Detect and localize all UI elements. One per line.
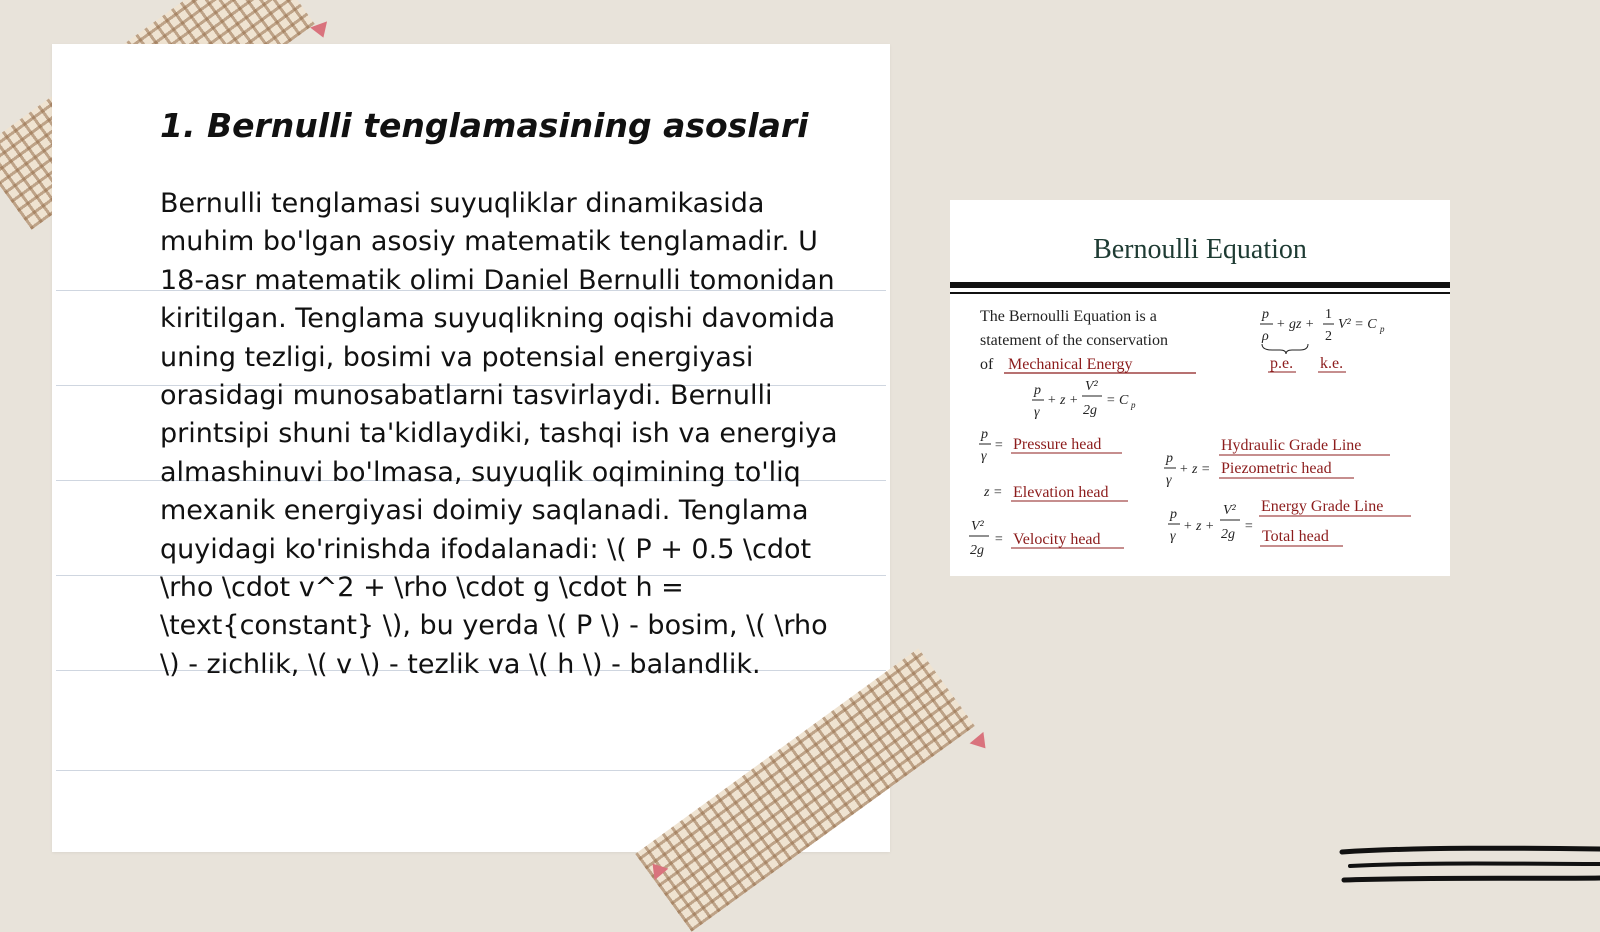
bernoulli-equation-figure [950, 200, 1450, 576]
svg-text:2g: 2g [1083, 403, 1097, 418]
figure-intro-line: of [980, 356, 994, 373]
svg-text:ρ: ρ [1262, 329, 1269, 344]
figure-title: Bernoulli Equation [1093, 234, 1307, 265]
svg-text:2: 2 [1325, 329, 1332, 344]
total-head-fraction [1168, 503, 1253, 544]
pe-brace [1262, 344, 1308, 354]
svg-text:γ: γ [1166, 473, 1172, 488]
svg-text:V²: V² [971, 519, 984, 534]
figure-intro-line: statement of the conservation [980, 332, 1168, 349]
total-head-label: Total head [1262, 528, 1329, 545]
svg-text:+ z +: + z + [1183, 519, 1215, 534]
figure-title-rule-thin [950, 292, 1450, 294]
svg-text:=: = [1244, 519, 1254, 534]
figure-intro-line: The Bernoulli Equation is a [980, 308, 1157, 325]
elevation-head-label: Elevation head [1013, 484, 1109, 501]
decorative-brush-lines [1338, 844, 1600, 890]
svg-text:V²: V² [1085, 379, 1098, 394]
bernoulli-equation [1260, 307, 1385, 344]
pressure-head-label: Pressure head [1013, 436, 1102, 453]
svg-text:γ: γ [981, 449, 987, 464]
svg-text:p: p [1034, 383, 1041, 398]
svg-text:γ: γ [1034, 405, 1040, 420]
energy-grade-line-label: Energy Grade Line [1261, 498, 1384, 515]
head-equation [1032, 379, 1136, 420]
svg-text:p: p [1166, 451, 1173, 466]
elevation-head-symbol: z = [984, 485, 1003, 500]
svg-text:p: p [981, 427, 988, 442]
pe-label: p.e. [1270, 355, 1294, 372]
ke-label: k.e. [1320, 355, 1344, 372]
tape-tip-mark [970, 732, 993, 754]
figure-title-rule [950, 282, 1450, 288]
hydraulic-grade-line-label: Hydraulic Grade Line [1221, 437, 1362, 454]
svg-text:+ z +: + z + [1047, 393, 1079, 408]
svg-text:=: = [994, 438, 1004, 453]
svg-text:+ z =: + z = [1179, 462, 1211, 477]
svg-text:+ gz +: + gz + [1276, 317, 1315, 332]
svg-text:2g: 2g [1221, 527, 1235, 542]
svg-text:=: = [994, 532, 1004, 547]
piezometric-head-fraction [1164, 451, 1210, 488]
slide-title: 1. Bernulli tenglamasining asoslari [160, 106, 809, 145]
svg-text:2g: 2g [970, 543, 984, 558]
svg-text:p: p [1131, 400, 1136, 410]
piezometric-head-label: Piezometric head [1221, 460, 1332, 477]
svg-text:p: p [1170, 507, 1177, 522]
svg-text:γ: γ [1170, 529, 1176, 544]
note-paper [52, 44, 890, 852]
svg-text:p: p [1262, 307, 1269, 322]
velocity-head-fraction [969, 519, 1003, 558]
svg-text:p: p [1380, 324, 1385, 334]
svg-text:= C: = C [1106, 393, 1129, 408]
svg-text:1: 1 [1325, 307, 1332, 322]
svg-text:V² = C: V² = C [1338, 317, 1377, 332]
mechanical-energy-label: Mechanical Energy [1008, 356, 1133, 373]
pressure-head-fraction [979, 427, 1003, 464]
svg-text:V²: V² [1223, 503, 1236, 518]
slide-body-text: Bernulli tenglamasi suyuqliklar dinamikasida muhim bo'lgan asosiy matematik tenglamadir. U 18-asr matematik olimi Daniel Bernulli tomonidan kiritilgan. Tenglama suyuqlikning oqishi davomida uning tezligi, bosimi va potensial energiyasi orasidagi munosabatlarni tasvirlaydi. Bernulli printsipi shuni ta'kidlaydiki, tashqi ish va energiya almashinuvi bo'lmasa, suyuqlik oqimining to'liq mexanik energiyasi doimiy saqlanadi. Tenglama quyidagi ko'rinishda ifodalanadi: \( P + 0.5 \cdot \rho \cdot v^2 + \rho \cdot g \cdot h = \text{constant} \), bu yerda \( P \) - bosim, \( \rho \) - zichlik, \( v \) - tezlik va \( h \) - balandlik. [160, 188, 838, 680]
velocity-head-label: Velocity head [1013, 531, 1101, 548]
